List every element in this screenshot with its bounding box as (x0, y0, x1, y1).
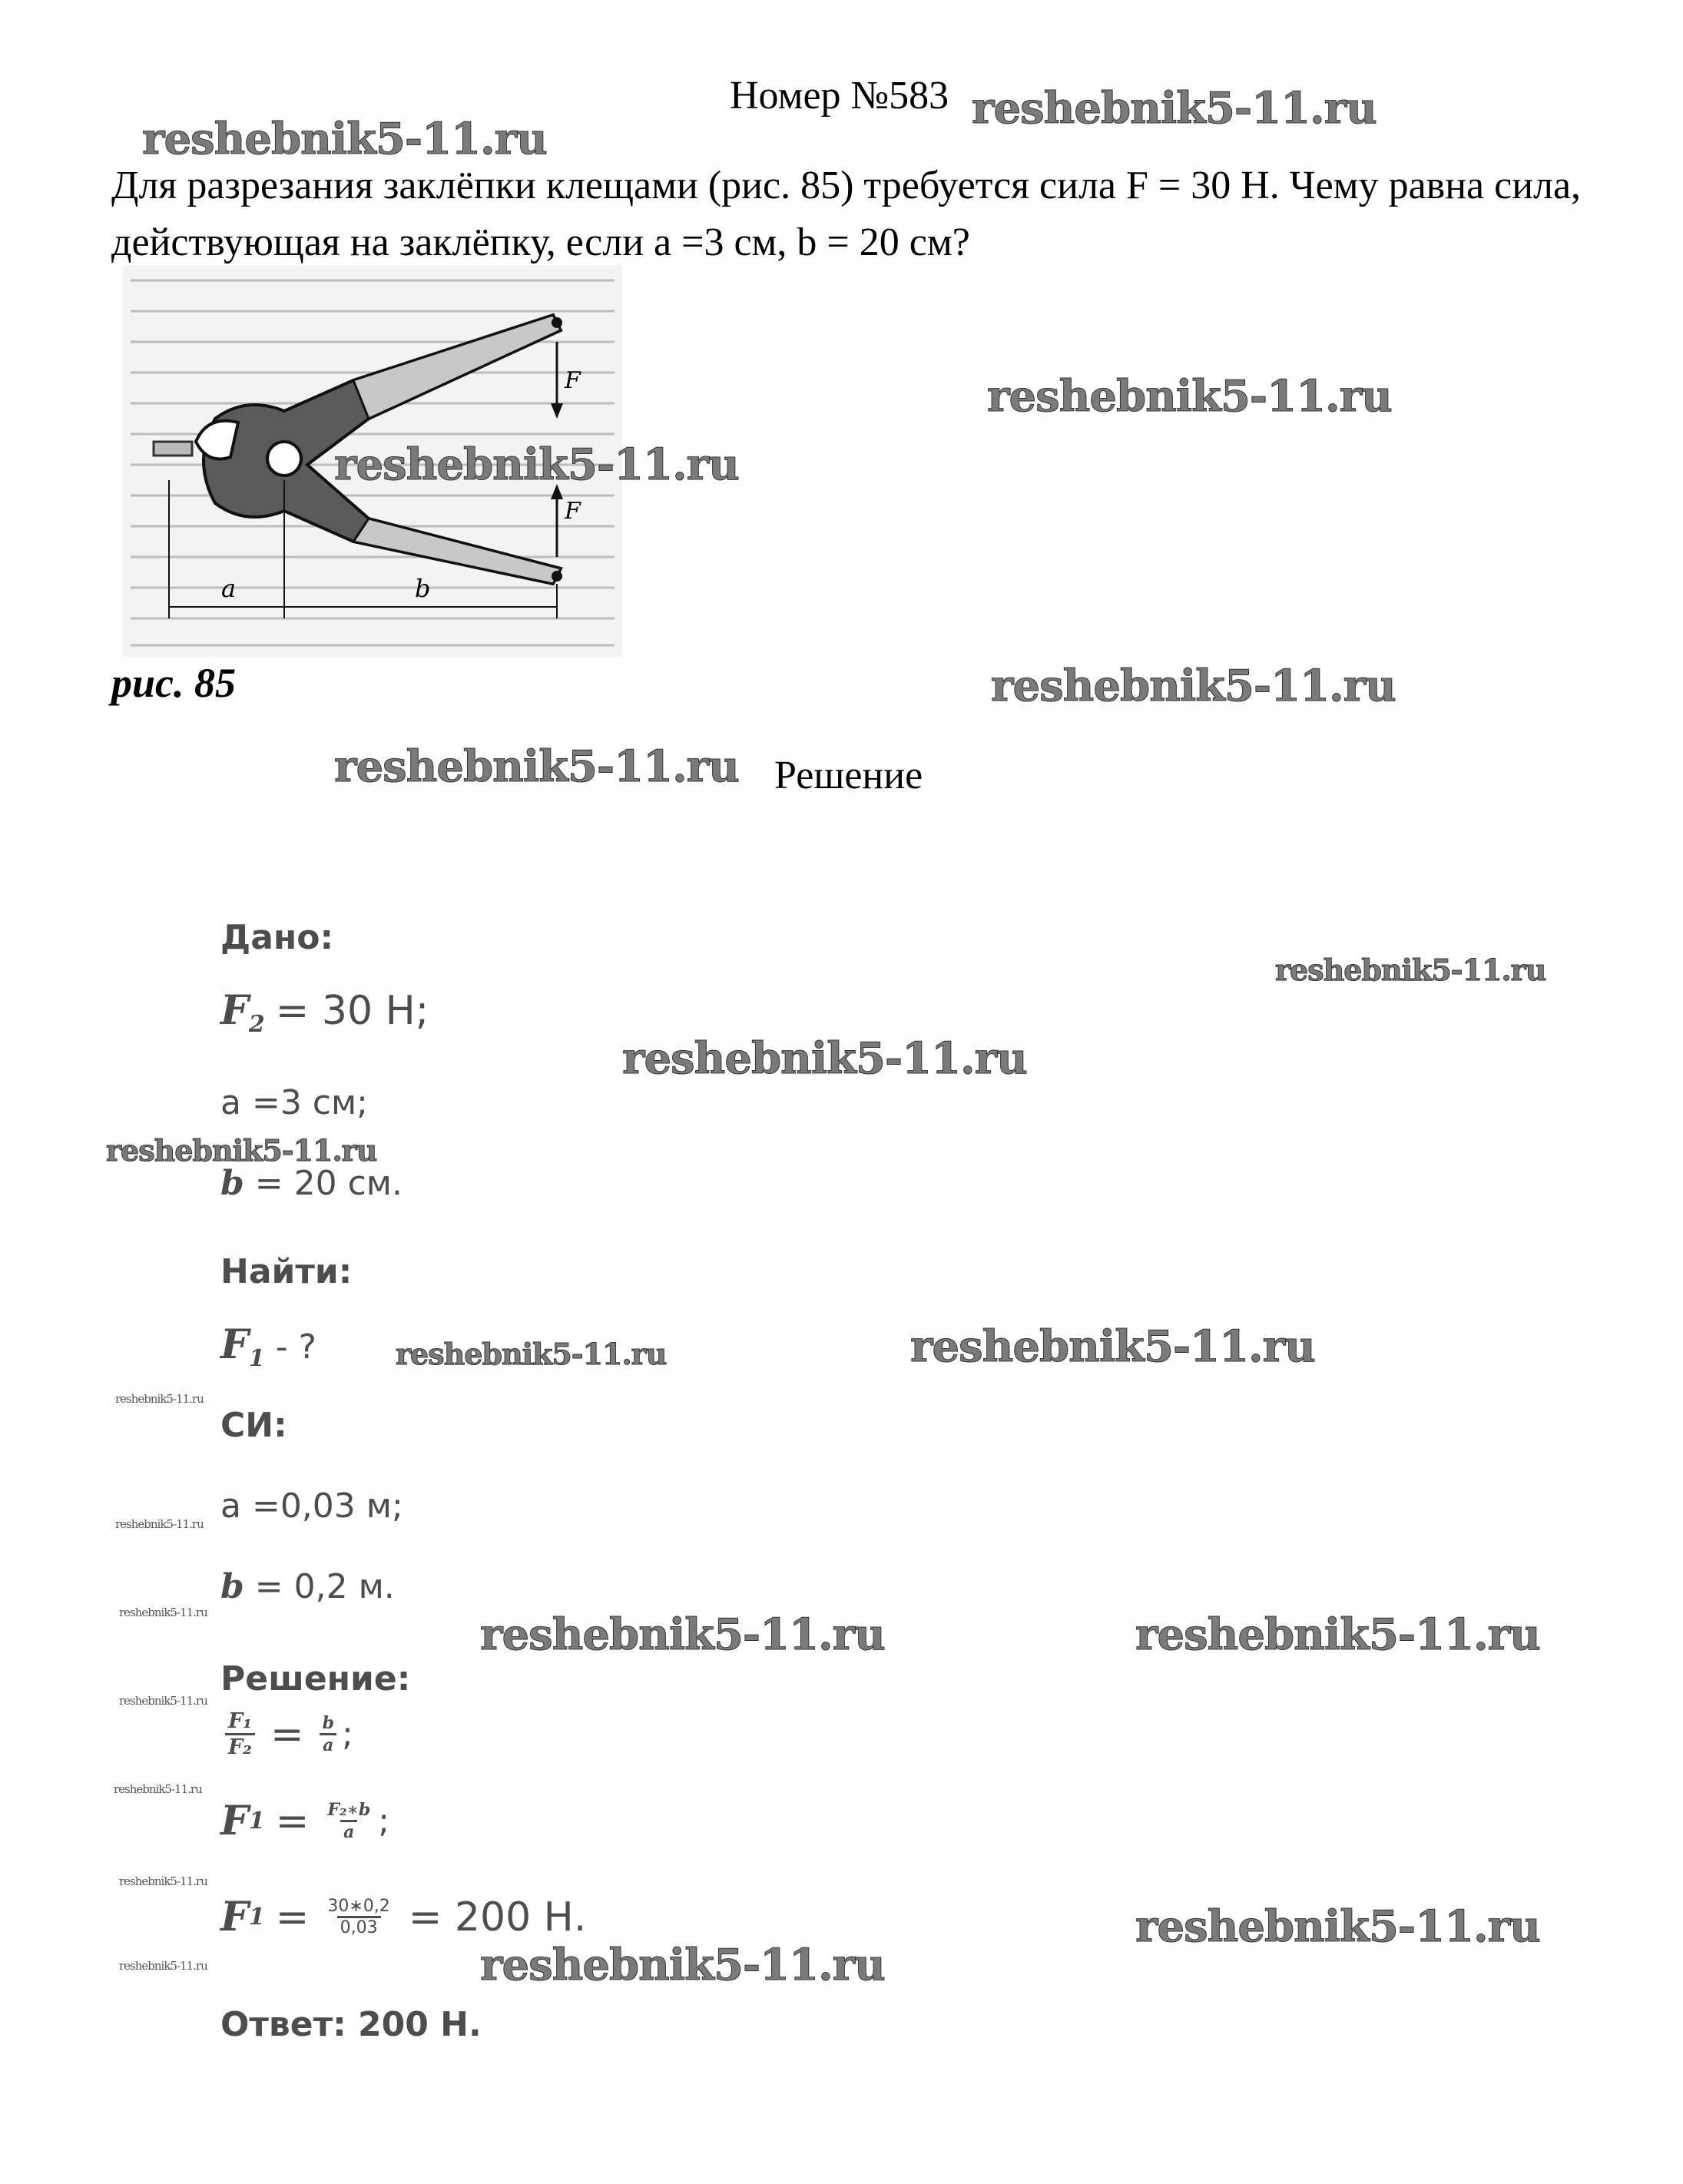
watermark: reshebnik5-11.ru (1275, 953, 1546, 987)
lower-force-point (552, 571, 562, 582)
given-b: b = 20 см. (220, 1164, 403, 1203)
equation-2: F 1 = $\frac{\text{F₂∗b}}{a}$ ; (220, 1798, 390, 1844)
page-title: Номер №583 (730, 74, 949, 118)
force-label-top: F (565, 367, 581, 394)
watermark: reshebnik5-11.ru (972, 83, 1377, 134)
figure-caption: рис. 85 (111, 660, 236, 706)
find-f1: $F_1$ - ? (220, 1321, 317, 1372)
si-a: а =0,03 м; (220, 1486, 403, 1526)
rivet (154, 442, 192, 456)
watermark: reshebnik5-11.ru (119, 1694, 207, 1708)
watermark: reshebnik5-11.ru (115, 1392, 204, 1406)
upper-force-point (552, 317, 562, 328)
given-a: а =3 см; (220, 1083, 369, 1122)
si-label: СИ: (220, 1406, 287, 1445)
si-b: b = 0,2 м. (220, 1567, 395, 1606)
solve-label: Решение: (220, 1659, 411, 1698)
find-label: Найти: (220, 1252, 353, 1291)
solution-heading: Решение (774, 754, 923, 797)
watermark: reshebnik5-11.ru (142, 114, 547, 164)
watermark: reshebnik5-11.ru (1135, 1609, 1540, 1660)
watermark: reshebnik5-11.ru (115, 1517, 204, 1531)
watermark: reshebnik5-11.ru (910, 1321, 1315, 1372)
problem-text: Для разрезания заклёпки клещами (рис. 85) требуется сила F = 30 Н. Чему равна сила, действующая на заклёпку, если а =3 см, b = 20 см? (111, 164, 1582, 264)
watermark: reshebnik5-11.ru (114, 1782, 202, 1796)
watermark: reshebnik5-11.ru (480, 1609, 885, 1660)
label-a: a (221, 574, 237, 603)
watermark: reshebnik5-11.ru (991, 661, 1396, 711)
given-label: Дано: (220, 918, 334, 957)
watermark: reshebnik5-11.ru (119, 1959, 207, 1973)
pivot (267, 442, 301, 476)
watermark: reshebnik5-11.ru (119, 1874, 207, 1888)
watermark: reshebnik5-11.ru (334, 741, 739, 792)
watermark: reshebnik5-11.ru (119, 1606, 207, 1619)
watermark: reshebnik5-11.ru (987, 371, 1392, 422)
watermark: reshebnik5-11.ru (480, 1940, 885, 1990)
answer: Ответ: 200 Н. (220, 2005, 482, 2044)
watermark: reshebnik5-11.ru (334, 439, 739, 490)
watermark: reshebnik5-11.ru (396, 1337, 667, 1371)
watermark: reshebnik5-11.ru (106, 1133, 377, 1168)
watermark: reshebnik5-11.ru (622, 1033, 1027, 1084)
given-f2: $F_2 = 30$ Н; (220, 987, 429, 1038)
label-b: b (415, 574, 431, 603)
force-label-bottom: F (565, 498, 581, 525)
equation-1: $\frac{\text{F₁}}{\text{F₂}}$ = $\frac{b}{a}$ ; (220, 1709, 353, 1759)
equation-3: F 1 = $\frac{30∗0,2}{0,03}$ = 200 Н. (220, 1894, 587, 1940)
watermark: reshebnik5-11.ru (1135, 1901, 1540, 1952)
